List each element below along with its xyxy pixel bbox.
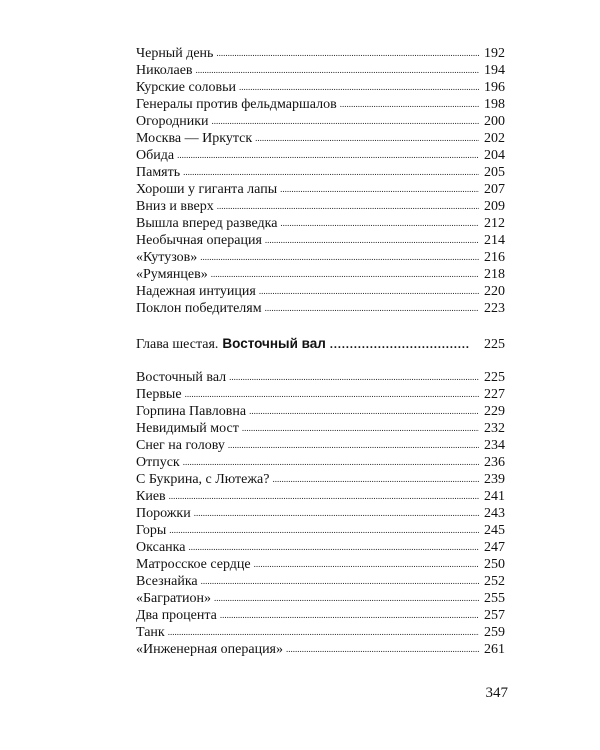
- toc-entry-page-number: 216: [484, 250, 505, 265]
- toc-dot-leader: [265, 300, 479, 317]
- toc-dot-leader: [254, 556, 479, 573]
- toc-entry: [136, 45, 505, 62]
- toc-entry: [136, 300, 505, 317]
- toc-entry-page-number: 205: [484, 165, 505, 180]
- toc-entry-title: Курские соловьи: [136, 80, 237, 95]
- toc-entry: [136, 488, 505, 505]
- toc-entry: [136, 624, 505, 641]
- toc-entry: [136, 437, 505, 454]
- toc-dot-leader: [228, 437, 479, 454]
- toc-entry-title: Невидимый мост: [136, 421, 239, 436]
- toc-dot-leader: [286, 641, 479, 658]
- toc-entry-page-number: 218: [484, 267, 505, 282]
- toc-entry-title: Киев: [136, 489, 166, 504]
- table-of-contents: [136, 45, 505, 658]
- toc-entry-title: Вниз и вверх: [136, 199, 214, 214]
- toc-dot-leader: [169, 522, 479, 539]
- toc-entry-page-number: 209: [484, 199, 505, 214]
- chapter-title: Восточный вал: [222, 336, 326, 351]
- toc-entry-page-number: 247: [484, 540, 505, 555]
- toc-entry: [136, 181, 505, 198]
- toc-dot-leader: [185, 386, 479, 403]
- toc-entry-title: «Кутузов»: [136, 250, 198, 265]
- toc-entry-title: Обида: [136, 148, 175, 163]
- toc-dot-leader: [249, 403, 479, 420]
- toc-entry-title: Танк: [136, 625, 165, 640]
- toc-entry-title: Порожки: [136, 506, 191, 521]
- toc-entry: [136, 556, 505, 573]
- toc-dot-leader: [200, 249, 479, 266]
- toc-entry-title: Вышла вперед разведка: [136, 216, 278, 231]
- chapter-label: Глава шестая.: [136, 337, 219, 352]
- toc-entry: [136, 198, 505, 215]
- toc-dot-leader: [169, 488, 479, 505]
- toc-entry-title: «Багратион»: [136, 591, 211, 606]
- toc-section-after: [136, 369, 505, 658]
- toc-dot-leader: [188, 539, 479, 556]
- toc-dot-leader: [183, 164, 479, 181]
- toc-entry-page-number: 220: [484, 284, 505, 299]
- toc-entry-title: Генералы против фельдмаршалов: [136, 97, 337, 112]
- toc-entry-page-number: 200: [484, 114, 505, 129]
- toc-entry-page-number: 243: [484, 506, 505, 521]
- toc-entry: [136, 522, 505, 539]
- toc-entry-title: Снег на голову: [136, 438, 225, 453]
- toc-entry: [136, 113, 505, 130]
- toc-entry-title: Николаев: [136, 63, 193, 78]
- toc-entry-page-number: 229: [484, 404, 505, 419]
- toc-dot-leader: [177, 147, 479, 164]
- toc-entry: [136, 590, 505, 607]
- toc-entry: [136, 266, 505, 283]
- toc-entry-title: С Букрина, с Лютежа?: [136, 472, 270, 487]
- toc-entry: [136, 232, 505, 249]
- toc-entry-page-number: 245: [484, 523, 505, 538]
- toc-entry: [136, 147, 505, 164]
- toc-dot-leader: [340, 96, 479, 113]
- toc-dot-leader: [214, 590, 479, 607]
- toc-dot-leader: [280, 215, 479, 232]
- chapter-page-number: 225: [484, 337, 505, 352]
- toc-entry-page-number: 232: [484, 421, 505, 436]
- toc-entry-page-number: 192: [484, 46, 505, 61]
- toc-dot-leader: [211, 266, 479, 283]
- toc-entry-page-number: 196: [484, 80, 505, 95]
- toc-entry-title: Горы: [136, 523, 167, 538]
- toc-entry-title: Надежная интуиция: [136, 284, 256, 299]
- toc-entry: [136, 420, 505, 437]
- toc-entry-page-number: 225: [484, 370, 505, 385]
- toc-entry-title: Отпуск: [136, 455, 180, 470]
- toc-dot-leader: [265, 232, 479, 249]
- toc-entry: [136, 130, 505, 147]
- toc-entry-title: Всезнайка: [136, 574, 198, 589]
- toc-entry-page-number: 207: [484, 182, 505, 197]
- page-folio: 347: [485, 685, 508, 701]
- toc-entry-title: Два процента: [136, 608, 217, 623]
- toc-entry: [136, 573, 505, 590]
- toc-entry-page-number: 223: [484, 301, 505, 316]
- toc-entry-title: Огородники: [136, 114, 209, 129]
- toc-dot-leader: [255, 130, 479, 147]
- toc-entry-title: «Инженерная операция»: [136, 642, 283, 657]
- toc-entry-title: Поклон победителям: [136, 301, 262, 316]
- toc-entry: [136, 471, 505, 488]
- toc-entry-title: Хороши у гиганта лапы: [136, 182, 278, 197]
- toc-dot-leader: [242, 420, 479, 437]
- toc-entry-page-number: 204: [484, 148, 505, 163]
- toc-entry-page-number: 227: [484, 387, 505, 402]
- toc-dot-leader: [196, 62, 479, 79]
- toc-entry-page-number: 236: [484, 455, 505, 470]
- toc-dot-leader: [212, 113, 479, 130]
- toc-entry: [136, 96, 505, 113]
- toc-dot-leader: [280, 181, 479, 198]
- toc-entry-title: «Румянцев»: [136, 267, 208, 282]
- chapter-heading: [136, 335, 505, 353]
- toc-entry: [136, 62, 505, 79]
- toc-entry-page-number: 252: [484, 574, 505, 589]
- toc-dot-leader: [201, 573, 479, 590]
- toc-dot-leader: [216, 45, 479, 62]
- toc-entry-page-number: 255: [484, 591, 505, 606]
- toc-entry: [136, 641, 505, 658]
- toc-entry-page-number: 250: [484, 557, 505, 572]
- toc-dot-leader: [168, 624, 479, 641]
- toc-entry: [136, 283, 505, 300]
- toc-entry-page-number: 234: [484, 438, 505, 453]
- toc-dot-leader: [217, 198, 479, 215]
- toc-dot-leader: [272, 471, 479, 488]
- toc-entry-page-number: 212: [484, 216, 505, 231]
- toc-entry-title: Память: [136, 165, 181, 180]
- toc-entry-title: Черный день: [136, 46, 214, 61]
- toc-entry: [136, 505, 505, 522]
- toc-section-before: [136, 45, 505, 317]
- toc-entry-page-number: 202: [484, 131, 505, 146]
- toc-entry: [136, 607, 505, 624]
- toc-dot-leader: [183, 454, 479, 471]
- toc-entry-title: Матросское сердце: [136, 557, 251, 572]
- toc-entry-page-number: 214: [484, 233, 505, 248]
- toc-entry: [136, 215, 505, 232]
- toc-entry-page-number: 261: [484, 642, 505, 657]
- toc-entry-title: Восточный вал: [136, 370, 227, 385]
- toc-dot-leader: [239, 79, 479, 96]
- toc-dot-leader: [229, 369, 479, 386]
- toc-entry-page-number: 259: [484, 625, 505, 640]
- toc-entry-title: Оксанка: [136, 540, 186, 555]
- toc-entry-title: Москва — Иркутск: [136, 131, 253, 146]
- toc-entry: [136, 249, 505, 266]
- toc-entry-page-number: 257: [484, 608, 505, 623]
- toc-entry-title: Горпина Павловна: [136, 404, 247, 419]
- toc-dot-leader: [220, 607, 479, 624]
- toc-entry-page-number: 198: [484, 97, 505, 112]
- toc-entry-page-number: 241: [484, 489, 505, 504]
- toc-entry: [136, 403, 505, 420]
- toc-entry-page-number: 194: [484, 63, 505, 78]
- toc-entry: [136, 454, 505, 471]
- toc-dot-leader: [259, 283, 479, 300]
- toc-entry: [136, 164, 505, 181]
- toc-entry-title: Необычная операция: [136, 233, 262, 248]
- toc-entry: [136, 539, 505, 556]
- chapter-dot-leader: [330, 335, 470, 353]
- toc-entry-page-number: 239: [484, 472, 505, 487]
- toc-entry: [136, 386, 505, 403]
- toc-entry: [136, 79, 505, 96]
- toc-entry-title: Первые: [136, 387, 182, 402]
- toc-entry: [136, 369, 505, 386]
- toc-dot-leader: [194, 505, 479, 522]
